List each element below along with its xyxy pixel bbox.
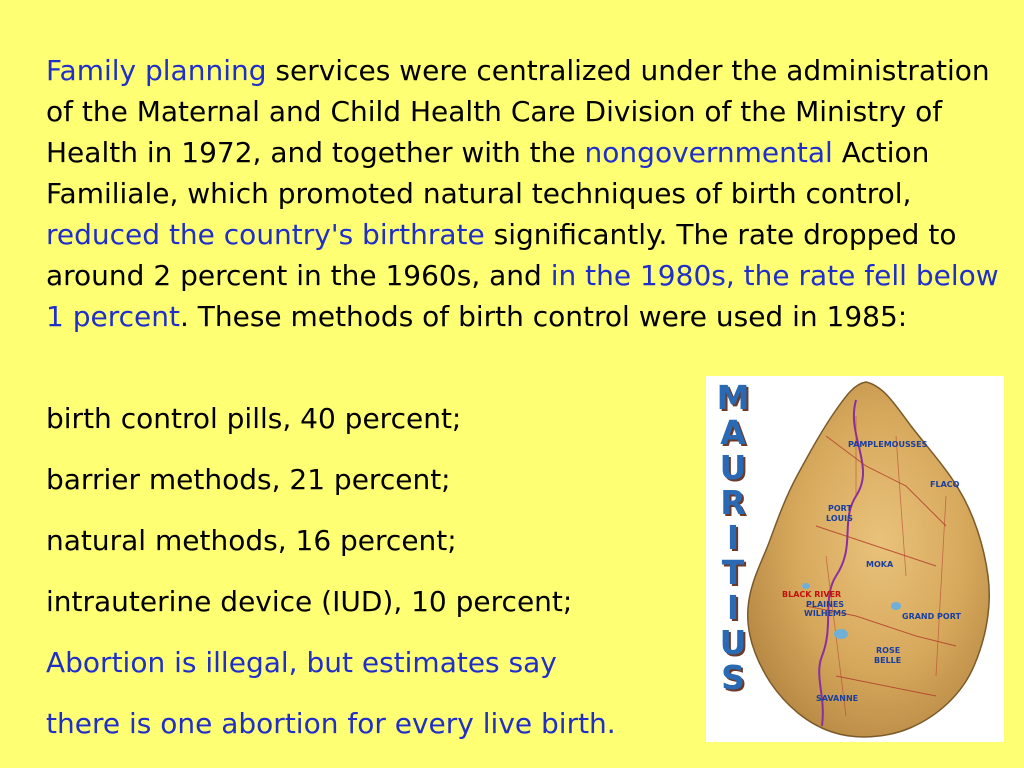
- map-label-pamplemousses: PAMPLEMOUSSES: [848, 440, 928, 449]
- map-label-plaines: PLAINES: [806, 600, 845, 609]
- map-label-black-river: BLACK RIVER: [782, 590, 842, 599]
- title-letter: U: [719, 623, 747, 662]
- lake-shape: [891, 602, 901, 610]
- title-letter: U: [719, 448, 747, 487]
- highlight-birthrate: reduced the country's birthrate: [46, 218, 485, 251]
- method-item: birth control pills, 40 percent;: [46, 402, 462, 435]
- lake-shape: [802, 583, 810, 589]
- highlight-family-planning: Family planning: [46, 54, 267, 87]
- intro-paragraph: [46, 50, 1011, 337]
- paragraph-text-3: significantly. The rate dropped to around 2 percent in the 1960s, and: [46, 218, 957, 292]
- paragraph-text-4: . These methods of birth control were used in 1985:: [179, 300, 908, 333]
- title-letter: S: [721, 658, 745, 697]
- map-label-moka: MOKA: [866, 560, 894, 569]
- title-letter: I: [726, 588, 740, 627]
- map-label-louis: LOUIS: [826, 514, 853, 523]
- title-letter: T: [721, 553, 745, 592]
- paragraph-text-2: Action Familiale, which promoted natural techniques of birth control,: [46, 136, 930, 210]
- map-label-flacq: FLACQ: [930, 480, 960, 489]
- highlight-nongovernmental: nongovernmental: [584, 136, 833, 169]
- abortion-line: there is one abortion for every live birth.: [46, 707, 616, 740]
- paragraph-text-1: services were centralized under the administration of the Maternal and Child Health Care Division of the Ministry of Health in 1972, and together with the: [46, 54, 990, 169]
- map-title-vertical: [716, 380, 750, 695]
- map-label-grand-port: GRAND PORT: [902, 612, 961, 621]
- map-label-port: PORT: [828, 504, 852, 513]
- mauritius-map: [706, 376, 1004, 742]
- island-map-graphic: [706, 376, 1004, 742]
- title-letter: A: [720, 413, 746, 452]
- map-label-belle: BELLE: [874, 656, 902, 665]
- highlight-1980s-rate: in the 1980s, the rate fell below 1 percent: [46, 259, 999, 333]
- title-letter: M: [716, 378, 750, 417]
- title-letter: R: [720, 483, 746, 522]
- method-item: barrier methods, 21 percent;: [46, 463, 451, 496]
- title-letter: I: [726, 518, 740, 557]
- method-item: intrauterine device (IUD), 10 percent;: [46, 585, 573, 618]
- lake-shape: [834, 629, 848, 639]
- map-label-rose: ROSE: [876, 646, 901, 655]
- method-item: natural methods, 16 percent;: [46, 524, 457, 557]
- abortion-line: Abortion is illegal, but estimates say: [46, 646, 557, 679]
- map-label-wilhems: WILHEMS: [804, 609, 847, 618]
- map-label-savanne: SAVANNE: [816, 694, 859, 703]
